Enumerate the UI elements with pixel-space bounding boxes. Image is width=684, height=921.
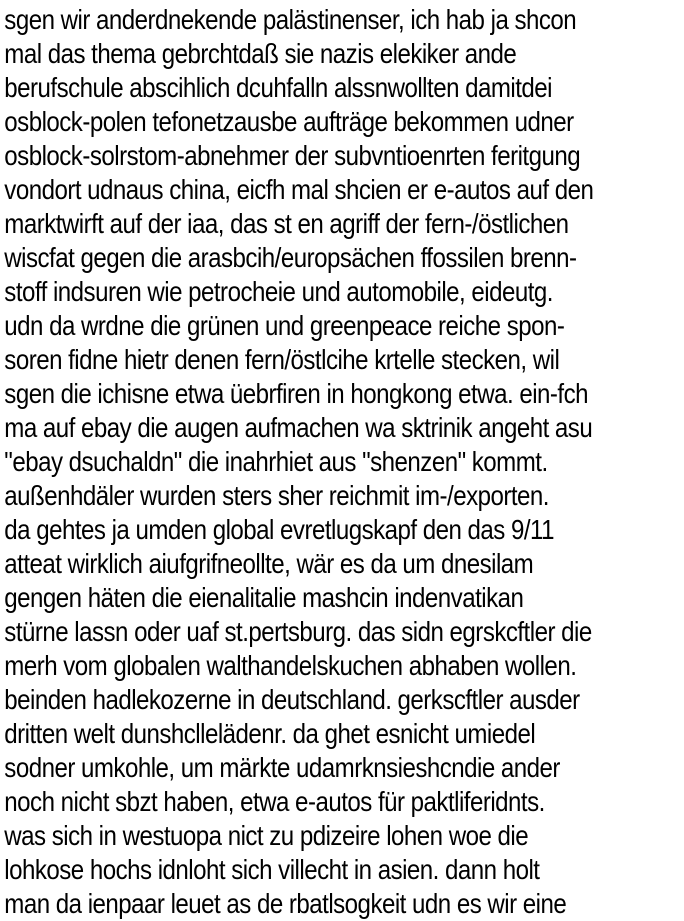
text-line: berufschule abscihlich dcuhfalln alssnwollten damitdei — [4, 72, 553, 103]
text-line: soren fidne hietr denen fern/östlcihe krtelle stecken, wil — [4, 344, 560, 375]
text-line: sgen die ichisne etwa üebrfiren in hongkong etwa. ein-fch — [4, 378, 588, 409]
text-line: beinden hadlekozerne in deutschland. gerkscftler ausder — [4, 684, 580, 715]
text-line: gengen häten die eienalitalie mashcin indenvatikan — [4, 582, 524, 613]
text-line: "ebay dsuchaldn" die inahrhiet aus "shenzen" kommt. — [4, 446, 548, 477]
text-line: sodner umkohle, um märkte udamrknsieshcndie ander — [4, 752, 560, 783]
text-line: atteat wirklich aiufgrifneollte, wär es da um dnesilam — [4, 548, 534, 579]
text-line: merh vom globalen walthandelskuchen abhaben wollen. — [4, 650, 577, 681]
text-line: udn da wrdne die grünen und greenpeace reiche spon- — [4, 310, 565, 341]
text-line: osblock-polen tefonetzausbe aufträge bekommen udner — [4, 106, 574, 137]
text-line: mal das thema gebrchtdaß sie nazis elekiker ande — [4, 38, 517, 69]
text-line: dritten welt dunshcllelädenr. da ghet esnicht umiedel — [4, 718, 536, 749]
text-line: sgen wir anderdnekende palästinenser, ich hab ja shcon — [4, 4, 577, 35]
text-line: stoff indsuren wie petrocheie und automobile, eideutg. — [4, 276, 553, 307]
text-line: was sich in westuopa nict zu pdizeire lohen woe die — [4, 820, 529, 851]
text-line: marktwirft auf der iaa, das st en agriff der fern-/östlichen — [4, 208, 569, 239]
text-line: stürne lassn oder uaf st.pertsburg. das sidn egrskcftler die — [4, 616, 592, 647]
text-line: noch nicht sbzt haben, etwa e-autos für paktliferidnts. — [4, 786, 545, 817]
text-line: ma auf ebay die augen aufmachen wa sktrinik angeht asu — [4, 412, 593, 443]
text-line: man da ienpaar leuet as de rbatlsogkeit udn es wir eine — [4, 888, 567, 919]
text-line: osblock-solrstom-abnehmer der subvntioenrten feritgung — [4, 140, 581, 171]
text-line: lohkose hochs idnloht sich villecht in asien. dann holt — [4, 854, 540, 885]
text-line: außenhdäler wurden sters sher reichmit im-/exporten. — [4, 480, 549, 511]
text-line: vondort udnaus china, eicfh mal shcien er e-autos auf den — [4, 174, 594, 205]
text-line: da gehtes ja umden global evretlugskapf den das 9/11 — [4, 514, 555, 545]
text-line: wiscfat gegen die arasbcih/europsächen ffossilen brenn- — [4, 242, 577, 273]
